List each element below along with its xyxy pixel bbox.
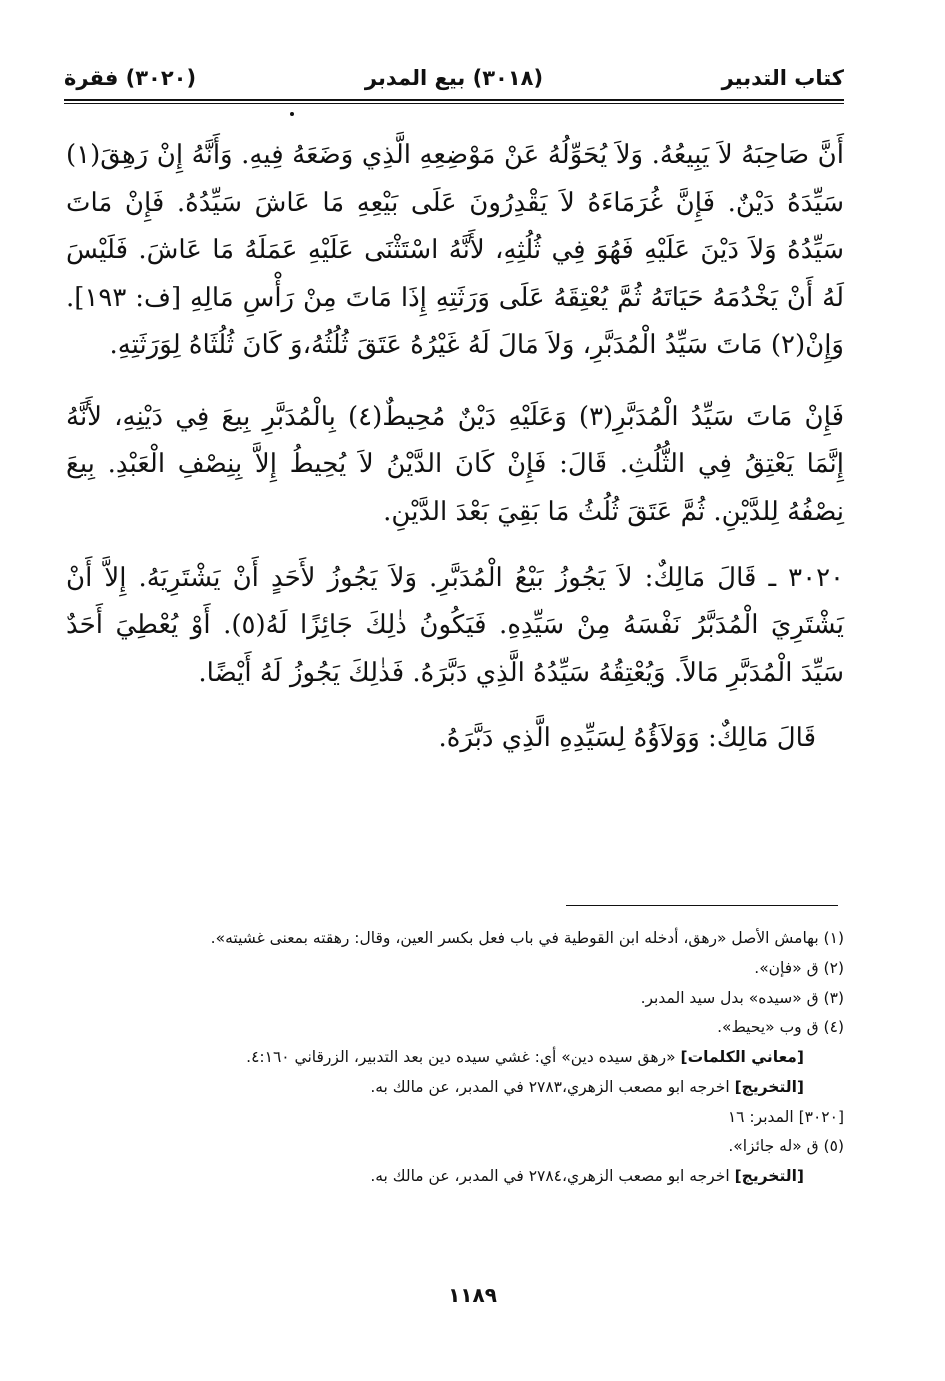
takhrij-label-2: [التخريج] <box>734 1167 804 1185</box>
paragraph-3: ٣٠٢٠ ـ قَالَ مَالِكٌ: لاَ يَجُوزُ بَيْعُ الْمُدَبَّرِ. وَلاَ يَجُوزُ لأَحَدٍ أَنْ يَشْتَرِيَهُ. إِلاَّ أَنْ يَشْتَرِيَ الْمُدَبَّرُ نَفْسَهُ مِنْ سَيِّدِهِ. فَيَكُونُ ذٰلِكَ جَائِزًا لَهُ(٥). أَوْ يُعْطِيَ أَحَدٌ سَيِّدَ الْمُدَبَّرِ مَالاً. وَيُعْتِقُهُ سَيِّدُهُ الَّذِي دَبَّرَهُ. فَذٰلِكَ يَجُوزُ لَهُ أَيْضًا. <box>66 562 845 688</box>
footnote-3: (٣) ق «سيده» بدل سيد المدبر. <box>640 988 844 1007</box>
paragraph-1: أَنَّ صَاحِبَهُ لاَ يَبِيعُهُ. وَلاَ يُحَوِّلُهُ عَنْ مَوْضِعِهِ الَّذِي وَضَعَهُ فِيهِ. وَأَنَّهُ إِنْ رَهِقَ(١) سَيِّدَهُ دَيْنٌ. فَإِنَّ غُرَمَاءَهُ لاَ يَقْدِرُونَ عَلَى بَيْعِهِ مَا عَاشَ سَيِّدُهُ. فَإِنْ مَاتَ سَيِّدُهُ وَلاَ دَيْنَ عَلَيْهِ فَهُوَ فِي ثُلُثِهِ، لأَنَّهُ اسْتَثْنَى عَلَيْهِ عَمَلَهُ مَا عَاشَ. فَلَيْسَ لَهُ أَنْ يَخْدُمَهُ حَيَاتَهُ ثُمَّ يُعْتِقَهُ عَلَى وَرَثَتِهِ إِذَا مَاتَ مِنْ رَأْسِ مَالِهِ [ف: ١٩٣]. وَإِنْ(٢) مَاتَ سَيِّدُ الْمُدَبَّرِ، وَلاَ مَالَ لَهُ غَيْرُهُ عَتَقَ ثُلُثُهُ،وَ كَانَ ثُلُثَاهُ لِوَرَثَتِهِ. <box>66 140 844 361</box>
takhrij-text-2: اخرجه ابو مصعب الزهري،٢٧٨٤ في المدبر، عن مالك به. <box>370 1167 735 1185</box>
takhrij-note-2 <box>64 1162 844 1192</box>
footnotes-section <box>64 924 844 1192</box>
word-meanings-text: «رهق سيده دين» أي: غشي سيده دين بعد التدبير، الزرقاني ٤:١٦٠. <box>246 1048 681 1066</box>
header-section-title: (٣٠١٨) بيع المدبر <box>364 66 544 90</box>
paragraph-2: فَإِنْ مَاتَ سَيِّدُ الْمُدَبَّرِ(٣) وَعَلَيْهِ دَيْنٌ مُحِيطٌ(٤) بِالْمُدَبَّرِ بِيعَ فِي دَيْنِهِ، لأَنَّهُ إِنَّمَا يَعْتِقُ فِي الثُّلُثِ. قَالَ: فَإِنْ كَانَ الدَّيْنُ لاَ يُحِيطُ إِلاَّ بِنِصْفِ الْعَبْدِ. بِيعَ نِصْفُهُ لِلدَّيْنِ. ثُمَّ عَتَقَ ثُلُثُ مَا بَقِيَ بَعْدَ الدَّيْنِ. <box>66 401 844 528</box>
footnote-4: (٤) ق وب «يحيط». <box>717 1018 844 1037</box>
takhrij-note-1 <box>64 1073 844 1103</box>
footnote-divider <box>566 905 838 906</box>
header-divider <box>64 99 844 101</box>
page-number: ١١٨٩ <box>448 1283 497 1307</box>
takhrij-label-1: [التخريج] <box>734 1077 804 1096</box>
paragraph-4: قَالَ مَالِكٌ: وَوَلاَؤُهُ لِسَيِّدِهِ الَّذِي دَبَّرَهُ. <box>438 723 816 754</box>
main-text <box>66 132 844 781</box>
footnote-5: (٥) ق «له جائزا». <box>728 1137 844 1156</box>
takhrij-text-1: اخرجه ابو مصعب الزهري،٢٧٨٣ في المدبر، عن مالك به. <box>370 1077 735 1096</box>
word-meanings-note <box>64 1043 844 1073</box>
footnote-1: (١) بهامش الأصل «رهق، أدخله ابن القوطية في باب فعل بكسر العين، وقال: رهقته بمعنى غشيته». <box>210 929 844 947</box>
footnote-2: (٢) ق «فإن». <box>754 958 844 977</box>
word-meanings-label: [معاني الكلمات] <box>680 1048 804 1066</box>
cross-reference: [٣٠٢٠] المدبر: ١٦ <box>727 1107 844 1126</box>
decorative-dot <box>290 112 294 116</box>
header-divider-thin <box>64 103 844 104</box>
running-header <box>64 62 844 98</box>
header-paragraph-range: (٣٠٢٠) فقرة <box>64 66 197 90</box>
header-book-title: كتاب التدبير <box>721 66 844 90</box>
